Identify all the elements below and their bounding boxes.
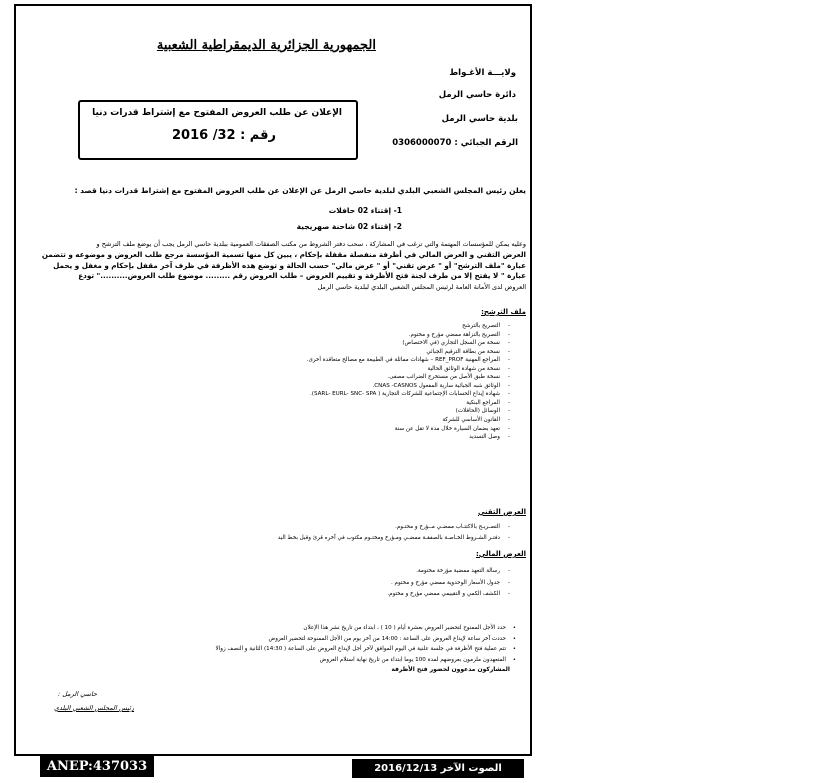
- list-item: - نسخة طبق الأصل من مستخرج الضرائب مصفى.: [307, 373, 510, 382]
- list-item: - الكشف الكمي و التقييمي ممضي مؤرخ و مختوم.: [387, 589, 510, 601]
- list-item: • حدد الأجل الممنوح لتحضير العروض بعشرة أيام ( 10 ) ، ابتداء من تاريخ نشر هذا الإعلان: [216, 623, 517, 634]
- body-line-4: عبارة " لا يفتح إلا من طرف لجنة فتح الأظرفة و تقييم العروض – طلب العروض رقم ......... موضوع طلب العروض.........." تودع: [78, 271, 526, 281]
- technical-list: [278, 522, 510, 544]
- body-line-3: عبارة "ملف الترشح" أو " عرض تقني" أو " عرض مالي" حسب الحالة و توضع هذه الأظرفة في ظرف آخر مقفل بإحكام و مغفل و يحمل: [53, 260, 526, 270]
- list-item: - التصـريـح بالاكتتـاب ممضـي مــؤرخ و مختـوم.: [278, 522, 510, 533]
- notice-box-title: الإعلان عن طلب العروض المفتوح مع إشتراط قدرات دنيا: [92, 108, 342, 118]
- fiscal-id: الرقم الجبائي : 0306000070: [392, 138, 518, 148]
- list-item: - الوسائل (الحافلات): [307, 407, 510, 416]
- baladia-line: بلدية حاسي الرمل: [441, 114, 518, 124]
- item-1: 1- إقتناء 02 حافلات: [328, 206, 402, 215]
- body-line-1: وعليه يمكن للمؤسسات المهتمة والتي ترغب في المشاركة ، سحب دفتر الشروط من مكتب الصفقات العمومية ببلدية حاسي الرمل يجب أن يوضع ملف الترشح و: [96, 240, 526, 248]
- list-item: - القانون الأساسي للشركة: [307, 416, 510, 425]
- body-line-5: العروض لدى الأمانة العامة لرئيس المجلس الشعبي البلدي لبلدية حاسي الرمل: [317, 283, 526, 292]
- list-item: - الوثائق شبه الجبائية سارية المفعول CNAS -CASNOS.: [307, 382, 510, 391]
- invite-text: المشاركون مدعوون لحضور فتح الأظرفة: [391, 666, 510, 673]
- list-item: - رسالة التعهد ممضية مؤرخة مختومة.: [387, 566, 510, 578]
- wilaya-line: ولايـــة الأغـواط: [449, 68, 516, 78]
- newspaper-date: الصوت الآخر 2016/12/13: [352, 759, 524, 778]
- deadlines-list: [216, 623, 517, 665]
- list-item: - المراجع البنكية: [307, 399, 510, 408]
- item-2: 2- إقتناء 02 شاحنة صهريجية: [296, 222, 402, 231]
- body-line-2: العرض التقني و العرض المالي في أظرفة منفصلة مقفلة بإحكام ، يبين كل منها تسمية المؤسسة مرجع طلب العروض و موضوعه و تتضمن: [41, 249, 526, 259]
- tender-notice: [20, 10, 526, 750]
- daira-line: دائرة حاسي الرمل: [438, 90, 516, 100]
- signature-place: حاسي الرمل :: [58, 690, 97, 698]
- list-item: - المراجع المهنية REF_PROF – شهادات مماثلة في الطبيعة مع مصالح متعاقدة أخرى.: [307, 356, 510, 365]
- list-item: - نسخة من شهادة الوثائق الحالية: [307, 365, 510, 374]
- list-item: - جدول الأسعار الوحدوية ممضي مؤرخ و مختوم .: [387, 578, 510, 590]
- candidature-heading: ملف الترشح:: [481, 308, 526, 316]
- list-item: - التصريح بالترشح: [307, 322, 510, 331]
- body-paragraph: [20, 239, 526, 293]
- notice-number: رقم : 32/ 2016: [171, 128, 276, 143]
- list-item: • حددت آخر ساعة لإيداع العروض على الساعة : 14:00 من آخر يوم من الأجل الممنوحة لتحضير العروض: [216, 634, 517, 645]
- financial-heading: العرض المالي:: [475, 550, 526, 558]
- list-item: - تعهد بضمان السيارة خلال مدة لا تقل عن سنة: [307, 425, 510, 434]
- list-item: - نسخة من السجل التجاري (في الاختصاص): [307, 339, 510, 348]
- signature-title: رئيس المجلس الشعبي البلدي: [54, 704, 135, 712]
- list-item: • المتعهدون ملزمون بعروضهم لمدة 100 يوما ابتداء من تاريخ نهاية استلام العروض: [216, 655, 517, 666]
- financial-list: [387, 566, 510, 601]
- technical-heading: العرض التقني: [477, 508, 526, 516]
- list-item: - دفتـر الشـروط الخـاصـة بالصفقـة ممضـي ومـؤرخ ومختـوم مكتوب في آخره قرئ وقبل بخط اليد: [278, 533, 510, 544]
- list-item: - نسخة من بطاقة الترقيم الجبائي: [307, 348, 510, 357]
- notice-box: [78, 100, 358, 160]
- list-item: • تتم عملية فتح الأظرفة في جلسة علنية في اليوم الموافق لآخر أجل لإيداع العروض على الساعة ( 14:30) الثانية و النصف زوالا: [216, 644, 517, 655]
- list-item: - التصريح بالنزاهة ممضي مؤرخ و مختوم.: [307, 331, 510, 340]
- intro-text: يعلن رئيس المجلس الشعبي البلدي لبلدية حاسي الرمل عن الإعلان عن طلب العروض المفتوح مع إشتراط قدرات دنيا قصد :: [74, 186, 526, 195]
- list-item: - شهادة إيداع الحسابات الإجتماعية للشركات التجارية ( SARL- EURL- SNC- SPA).: [307, 390, 510, 399]
- list-item: - وصل التسديد: [307, 433, 510, 442]
- page-title: الجمهورية الجزائرية الديمقراطية الشعبية: [156, 38, 376, 53]
- anep-label: ANEP:437033: [40, 756, 154, 777]
- candidature-list: [307, 322, 510, 442]
